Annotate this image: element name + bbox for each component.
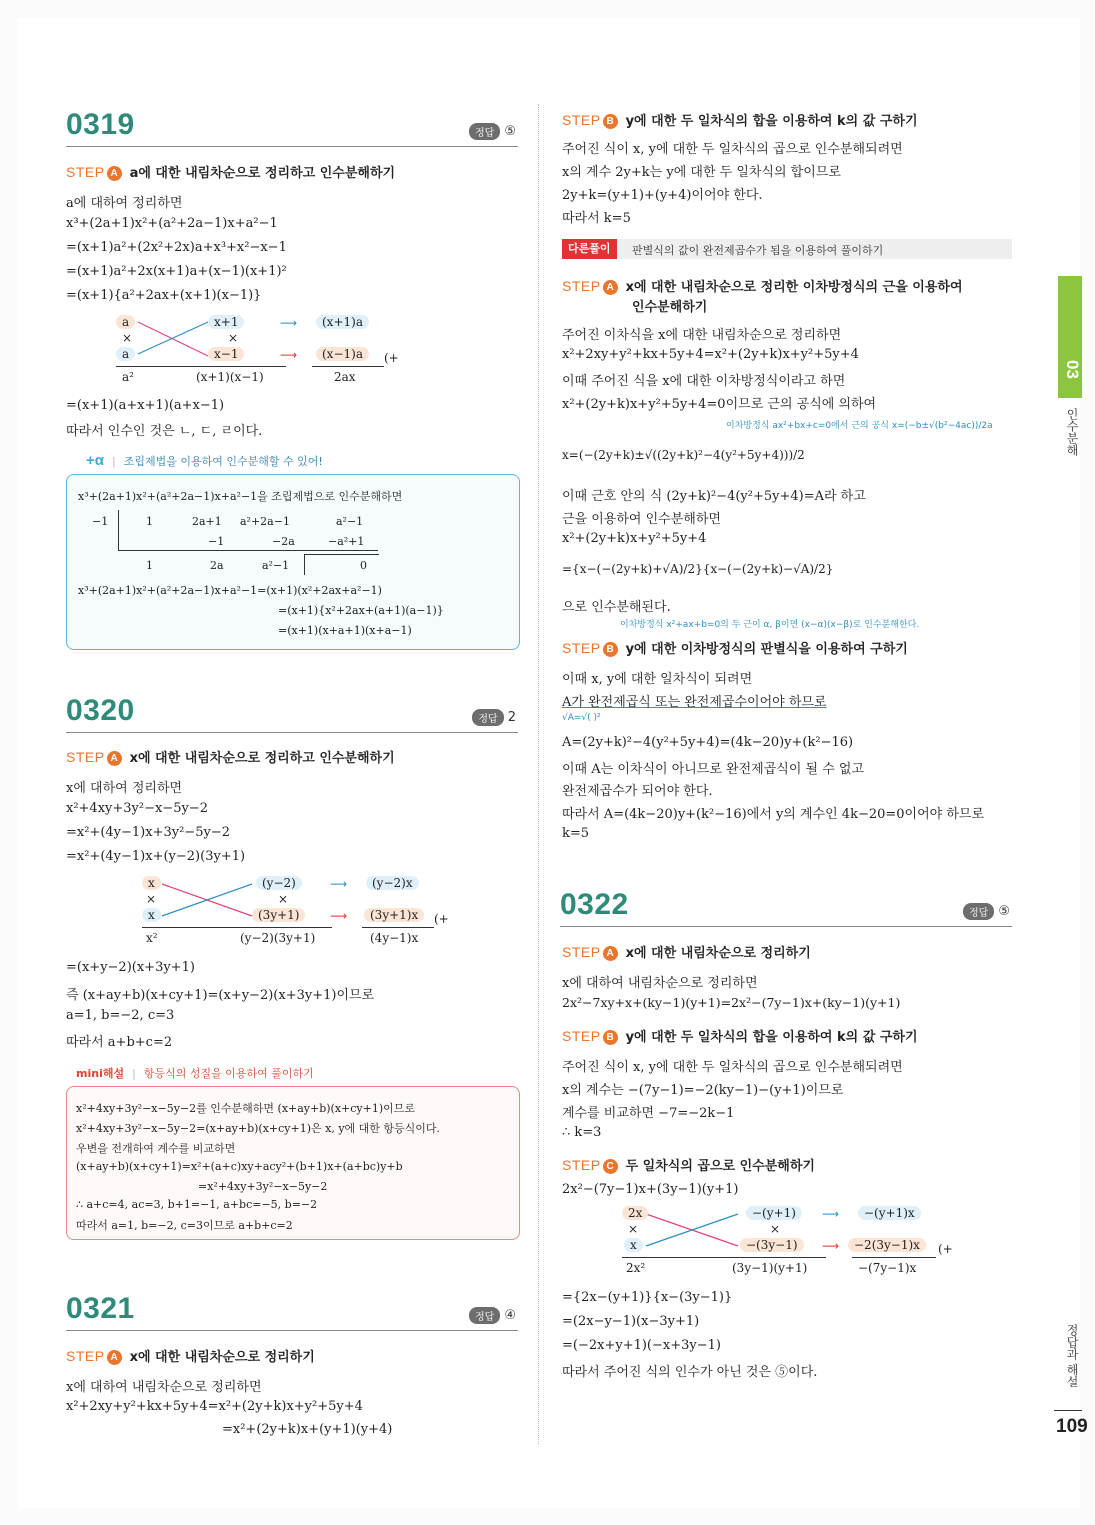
cross-times: ×: [628, 1222, 639, 1236]
text-line: =(x+1){a²+2ax+(x+1)(x−1)}: [66, 288, 262, 303]
answer-badge: 정답: [469, 1307, 500, 1324]
text-line: 즉 (x+ay+b)(x+cy+1)=(x+y−2)(x+3y+1)이므로: [66, 988, 375, 1003]
text-line: 따라서 a+b+c=2: [66, 1035, 173, 1050]
step-label: STEP: [562, 944, 601, 960]
step-title: 두 일차식의 곱으로 인수분해하기: [625, 1159, 815, 1174]
cross-bottom-1: a²: [122, 370, 134, 384]
text-line: =(x+1)a²+2x(x+1)a+(x−1)(x+1)²: [66, 264, 287, 279]
answer-badge: 정답: [963, 903, 994, 920]
cross-left-2: x: [142, 908, 161, 922]
step-b2-heading: [562, 638, 908, 657]
text-line: =x²+(4y−1)x+3y²−5y−2: [66, 825, 230, 840]
box-text: x³+(2a+1)x²+(a²+2a−1)x+a²−1을 조립제법으로 인수분해하면: [78, 490, 403, 503]
plus-box-heading: 조립제법을 이용하여 인수분해할 수 있어!: [123, 455, 323, 468]
text-line: 주어진 식이 x, y에 대한 두 일차식의 곱으로 인수분해되려면: [562, 1060, 903, 1075]
cross-right-2: −2(3y−1)x: [848, 1238, 926, 1252]
step-label: STEP: [66, 1348, 105, 1364]
text-line: 주어진 이차식을 x에 대한 내림차순으로 정리하면: [562, 328, 842, 343]
cross-left-1: 2x: [622, 1206, 648, 1220]
step-a-heading: [66, 747, 395, 766]
text-line: a에 대하여 정리하면: [66, 196, 183, 211]
chapter-tab[interactable]: [1058, 276, 1082, 398]
cross-right-1: (x+1)a: [316, 315, 369, 329]
text-line: a=1, b=−2, c=3: [66, 1008, 175, 1023]
text-line: x²+2xy+y²+kx+5y+4=x²+(2y+k)x+y²+5y+4: [562, 347, 859, 362]
cross-left-1: a: [116, 315, 135, 329]
cross-left-1: x: [142, 876, 161, 890]
arrow-icon: ⟶: [822, 1239, 840, 1253]
step-b-heading: [562, 110, 918, 129]
step-title: y에 대한 이차방정식의 판별식을 이용하여 구하기: [625, 642, 908, 657]
text-line: x의 계수 2y+k는 y에 대한 두 일차식의 합이므로: [562, 165, 841, 180]
step-label: STEP: [562, 1028, 601, 1044]
formula-note: 이차방정식 x²+ax+b=0의 두 근이 α, β이면 (x−α)(x−β)로 인수분해한다.: [620, 620, 920, 630]
step-label: STEP: [66, 164, 105, 180]
answer: [469, 123, 516, 140]
plus-tag: +α: [86, 452, 104, 469]
text-line: 으로 인수분해된다.: [562, 600, 671, 615]
step-label: STEP: [66, 749, 105, 765]
step-a2-heading-cont: 인수분해하기: [632, 300, 708, 315]
problem-header-0321: [66, 1284, 518, 1331]
answer-value: ⑤: [504, 124, 516, 139]
arrow-icon: ⟶: [280, 316, 298, 330]
answer: [472, 709, 516, 726]
text-line: 이때 A는 이차식이 아니므로 완전제곱식이 될 수 없고: [562, 762, 865, 777]
divider-bar: |: [132, 1067, 136, 1080]
cross-right-2: (3y+1)x: [364, 908, 424, 922]
syn-cell: a²−1: [262, 559, 290, 572]
answer-value: 2: [507, 710, 516, 725]
divider-bar: |: [111, 455, 116, 468]
page-number-rule: [1054, 1410, 1082, 1411]
step-badge: A: [107, 751, 122, 766]
step-title: y에 대한 두 일차식의 합을 이용하여 k의 값 구하기: [625, 114, 918, 129]
step-badge: A: [107, 166, 122, 181]
step-c-heading: [562, 1155, 815, 1174]
cross-rule: [312, 366, 384, 367]
text-line: =(x+y−2)(x+3y+1): [66, 960, 195, 975]
step-title: x에 대한 내림차순으로 정리한 이차방정식의 근을 이용하여: [625, 280, 963, 295]
syn-cell: 2a: [210, 559, 224, 572]
mini-box-title: [76, 1065, 314, 1081]
step-a-heading: [66, 1346, 315, 1365]
cross-bottom-2: (3y−1)(y+1): [732, 1261, 808, 1275]
text-line: ={2x−(y+1)}{x−(3y−1)}: [562, 1290, 733, 1305]
page-number: 109: [1056, 1416, 1088, 1437]
problem-header-0320: [66, 686, 518, 733]
text-line: 2y+k=(y+1)+(y+4)이어야 한다.: [562, 188, 763, 203]
cross-times: ×: [278, 892, 289, 906]
box-text: ∴ a+c=4, ac=3, b+1=−1, a+bc=−5, b=−2: [76, 1198, 318, 1211]
syn-cell: 0: [360, 559, 367, 572]
text-line: x의 계수는 −(7y−1)=−2(ky−1)−(y+1)이므로: [562, 1083, 844, 1098]
mini-tag: mini해설: [76, 1067, 125, 1080]
text-line: =x²+(4y−1)x+(y−2)(3y+1): [66, 849, 246, 864]
box-text: (x+ay+b)(x+cy+1)=x²+(a+c)xy+acy²+(b+1)x+(a+bc)y+b: [76, 1160, 403, 1173]
text-line: x²+(2y+k)x+y²+5y+4=0이므로 근의 공식에 의하여: [562, 397, 877, 412]
arrow-icon: ⟶: [822, 1207, 840, 1221]
text-line: x²+(2y+k)x+y²+5y+4: [562, 531, 707, 546]
formula-note: 이차방정식 ax²+bx+c=0에서 근의 공식 x=(−b±√(b²−4ac))/2a: [726, 421, 993, 431]
text-line: 2x²−7xy+x+(ky−1)(y+1)=2x²−(7y−1)x+(ky−1)(y+1): [562, 995, 901, 1010]
text-line: 이때 주어진 식을 x에 대한 이차방정식이라고 하면: [562, 374, 846, 389]
text-line: =(2x−y−1)(x−3y+1): [562, 1314, 700, 1329]
text-line: A가 완전제곱식 또는 완전제곱수이어야 하므로: [562, 695, 827, 710]
step-a-heading: [562, 942, 811, 961]
text-line: =(x+1)a²+(2x²+2x)a+x³+x²−x−1: [66, 240, 287, 255]
text-line: A=(2y+k)²−4(y²+5y+4)=(4k−20)y+(k²−16): [562, 735, 854, 750]
step-badge: C: [603, 1159, 618, 1174]
box-text: x²+4xy+3y²−x−5y−2=(x+ay+b)(x+cy+1)은 x, y에 대한 항등식이다.: [76, 1122, 441, 1135]
box-text: x²+4xy+3y²−x−5y−2를 인수분해하면 (x+ay+b)(x+cy+1)이므로: [76, 1102, 416, 1115]
section-label: 정답과 해설: [1065, 1324, 1079, 1388]
cross-times: ×: [770, 1222, 781, 1236]
box-text: =x²+4xy+3y²−x−5y−2: [198, 1180, 328, 1193]
arrow-icon: ⟶: [280, 348, 298, 362]
answer: [963, 903, 1010, 920]
cross-bottom-3: (4y−1)x: [370, 931, 419, 945]
step-label: STEP: [562, 278, 601, 294]
problem-header-0319: [66, 100, 518, 147]
step-title: x에 대한 내림차순으로 정리하기: [625, 946, 811, 961]
syn-cell: −1: [92, 515, 109, 528]
cross-bottom-3: 2ax: [334, 370, 356, 384]
column-divider: [538, 104, 539, 1444]
step-title: y에 대한 두 일차식의 합을 이용하여 k의 값 구하기: [625, 1030, 918, 1045]
cross-right-1: (y−2)x: [366, 876, 419, 890]
answer: [469, 1307, 516, 1324]
problem-number: 0321: [66, 1292, 135, 1325]
cross-left-2: x: [624, 1238, 643, 1252]
text-line: 완전제곱수가 되어야 한다.: [562, 784, 713, 799]
step-a2-heading: [562, 276, 963, 295]
alt-solution-title: 판별식의 값이 완전제곱수가 됨을 이용하여 풀이하기: [632, 244, 884, 257]
chapter-number: 03: [1063, 360, 1082, 379]
answer-badge: 정답: [472, 709, 503, 726]
text-line: =(−2x+y+1)(−x+3y−1): [562, 1338, 721, 1353]
box-text: =(x+1){x²+2ax+(a+1)(a−1)}: [278, 604, 444, 617]
cross-times: ×: [122, 331, 133, 345]
cross-bottom-1: x²: [146, 931, 158, 945]
plus-box-title: [86, 452, 323, 469]
step-title: a에 대한 내림차순으로 정리하고 인수분해하기: [129, 166, 396, 181]
cross-mid-1: −(y+1): [746, 1206, 802, 1220]
cross-times: ×: [146, 892, 157, 906]
answer-badge: 정답: [469, 123, 500, 140]
step-label: STEP: [562, 112, 601, 128]
cross-right-2: (x−1)a: [316, 347, 369, 361]
syn-cell: −1: [208, 535, 225, 548]
step-badge: B: [603, 642, 618, 657]
cross-bottom-2: (y−2)(3y+1): [240, 931, 316, 945]
cross-mid-1: (y−2): [256, 876, 302, 890]
cross-rule: [852, 1257, 936, 1258]
answer-value: ④: [504, 1308, 516, 1323]
cross-mid-2: x−1: [208, 347, 244, 361]
text-line: k=5: [562, 826, 590, 841]
cross-right-1: −(y+1)x: [858, 1206, 921, 1220]
text-line: =x²+(2y+k)x+(y+1)(y+4): [222, 1422, 393, 1437]
text-line: 근을 이용하여 인수분해하면: [562, 512, 721, 527]
problem-number: 0322: [560, 888, 629, 921]
syn-cell: 1: [146, 515, 153, 528]
step-badge: A: [603, 946, 618, 961]
syn-cell: −a²+1: [328, 535, 365, 548]
box-text: =(x+1)(x+a+1)(x+a−1): [278, 624, 412, 637]
text-line: 계수를 비교하면 −7=−2k−1: [562, 1106, 735, 1121]
syn-remainder-box: [304, 554, 379, 575]
text-line: 따라서 주어진 식의 인수가 아닌 것은 ⑤이다.: [562, 1365, 818, 1380]
cross-left-2: a: [116, 347, 135, 361]
cross-mid-2: −(3y−1): [740, 1238, 804, 1252]
text-line: x에 대하여 내림차순으로 정리하면: [562, 976, 758, 991]
cross-plus: (+: [434, 912, 449, 926]
cross-rule: [622, 1257, 826, 1258]
arrow-icon: ⟶: [330, 877, 348, 891]
alt-solution-tag: 다른풀이: [562, 239, 617, 259]
text-line: x²+2xy+y²+kx+5y+4=x²+(2y+k)x+y²+5y+4: [66, 1399, 363, 1414]
step-a-heading: [66, 162, 395, 181]
step-label: STEP: [562, 1157, 601, 1173]
cross-mid-2: (3y+1): [252, 908, 305, 922]
chapter-label: 인수분해: [1065, 408, 1079, 456]
cross-mid-1: x+1: [208, 315, 244, 329]
syn-cell: 2a+1: [192, 515, 222, 528]
step-badge: B: [603, 1030, 618, 1045]
cross-plus: (+: [384, 351, 399, 365]
box-text: 따라서 a=1, b=−2, c=3이므로 a+b+c=2: [76, 1219, 293, 1232]
text-line: 이때 근호 안의 식 (2y+k)²−4(y²+5y+4)=A라 하고: [562, 489, 866, 504]
syn-cell: a²−1: [336, 515, 364, 528]
text-line: 따라서 인수인 것은 ㄴ, ㄷ, ㄹ이다.: [66, 424, 263, 439]
syn-cell: 1: [146, 559, 153, 572]
text-line: x에 대하여 내림차순으로 정리하면: [66, 1380, 262, 1395]
syn-vline: [118, 510, 119, 550]
text-line: 이때 x, y에 대한 일차식이 되려면: [562, 672, 753, 687]
box-text: 우변을 전개하여 계수를 비교하면: [76, 1142, 236, 1155]
syn-cell: −2a: [272, 535, 295, 548]
answer-value: ⑤: [998, 904, 1010, 919]
problem-header-0322: [560, 880, 1012, 927]
text-line: 2x²−(7y−1)x+(3y−1)(y+1): [562, 1182, 739, 1197]
formula-note: √A=√( )²: [562, 713, 601, 723]
cross-bottom-1: 2x²: [626, 1261, 646, 1275]
text-line: ∴ k=3: [562, 1125, 602, 1140]
arrow-icon: ⟶: [330, 909, 348, 923]
step-b-heading: [562, 1026, 918, 1045]
box-text: x³+(2a+1)x²+(a²+2a−1)x+a²−1=(x+1)(x²+2ax+a²−1): [78, 584, 382, 597]
cross-times: ×: [228, 331, 239, 345]
step-title: x에 대한 내림차순으로 정리하고 인수분해하기: [129, 751, 395, 766]
step-badge: B: [603, 114, 618, 129]
formula-line: ={x−(−(2y+k)+√A)/2}{x−(−(2y+k)−√A)/2}: [562, 562, 834, 576]
problem-number: 0319: [66, 108, 135, 141]
text-line: 따라서 A=(4k−20)y+(k²−16)에서 y의 계수인 4k−20=0이어야 하므로: [562, 807, 985, 822]
step-label: STEP: [562, 640, 601, 656]
cross-rule: [362, 927, 434, 928]
cross-plus: (+: [938, 1242, 953, 1256]
step-badge: A: [107, 1350, 122, 1365]
syn-hline: [118, 550, 378, 551]
syn-cell: a²+2a−1: [240, 515, 290, 528]
cross-bottom-2: (x+1)(x−1): [196, 370, 264, 384]
cross-bottom-3: −(7y−1)x: [858, 1261, 917, 1275]
problem-number: 0320: [66, 694, 135, 727]
text-line: x²+4xy+3y²−x−5y−2: [66, 801, 208, 816]
text-line: 따라서 k=5: [562, 211, 631, 226]
text-line: x에 대하여 정리하면: [66, 781, 183, 796]
text-line: =(x+1)(a+x+1)(a+x−1): [66, 398, 225, 413]
step-title: x에 대한 내림차순으로 정리하기: [129, 1350, 315, 1365]
cross-rule: [116, 366, 286, 367]
text-line: x³+(2a+1)x²+(a²+2a−1)x+a²−1: [66, 216, 278, 231]
formula-line: x=(−(2y+k)±√((2y+k)²−4(y²+5y+4)))/2: [562, 448, 805, 462]
mini-box-heading: 항등식의 성질을 이용하여 풀이하기: [143, 1067, 314, 1080]
cross-rule: [142, 927, 332, 928]
text-line: 주어진 식이 x, y에 대한 두 일차식의 곱으로 인수분해되려면: [562, 142, 903, 157]
step-badge: A: [603, 280, 618, 295]
